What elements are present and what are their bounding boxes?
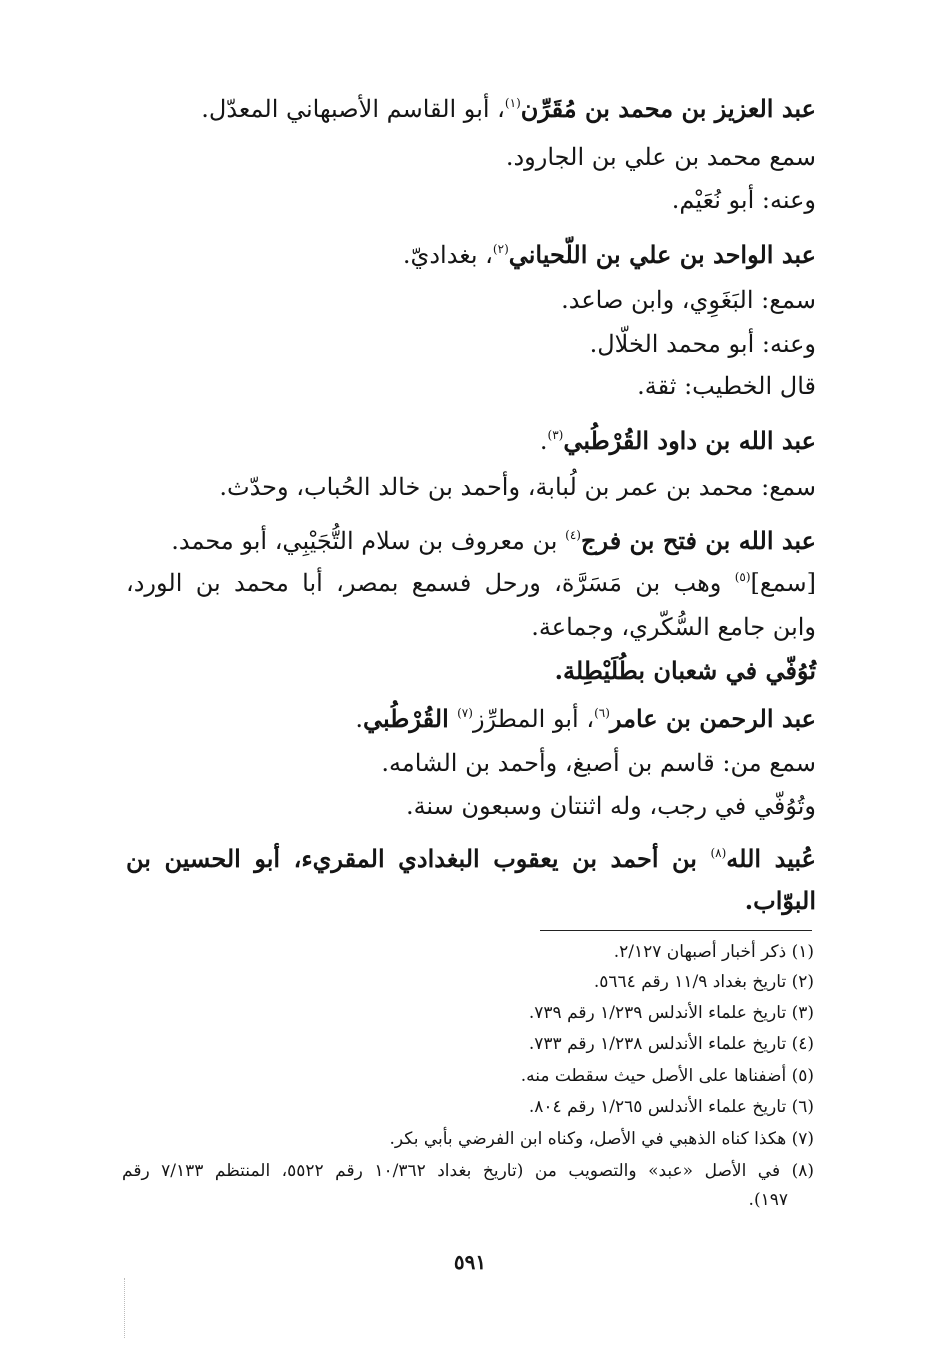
footnote-ref: (١) xyxy=(504,96,521,110)
entry-heading xyxy=(540,424,816,458)
heading-text: ، أبو القاسم الأصبهاني المعدّل. xyxy=(201,95,505,123)
entry-line: وعنه: أبو محمد الخلّال. xyxy=(589,330,816,358)
footnote-ref: (٨) xyxy=(710,846,727,860)
footnote-continuation: ١٩٧). xyxy=(748,1190,788,1210)
entry-line: سمع: البَغَوِي، وابن صاعد. xyxy=(561,286,816,314)
entry-line: قال الخطيب: ثقة. xyxy=(637,372,816,400)
footnote: (١) ذكر أخبار أصبهان ٢/١٢٧. xyxy=(613,942,814,962)
entry-text: وهب بن مَسَرَّة، ورحل فسمع بمصر، أبا محمد بن الورد، xyxy=(126,569,735,597)
entry-line: سمع محمد بن علي بن الجارود. xyxy=(505,143,816,171)
heading-text: بن أحمد بن يعقوب البغدادي المقريء، أبو الحسين بن xyxy=(126,844,711,873)
footnote: (٢) تاريخ بغداد ١١/٩ رقم ٥٦٦٤. xyxy=(593,972,814,992)
entry-heading xyxy=(355,702,816,736)
heading-text: . xyxy=(539,427,548,455)
heading-text: ، أبو المطرِّز xyxy=(472,705,595,733)
person-name: عُبيد الله xyxy=(726,844,816,873)
entry-heading xyxy=(201,92,816,126)
person-name: عبد الواحد بن علي بن اللّحياني xyxy=(508,240,816,269)
entry-line: وعنه: أبو نُعَيْم. xyxy=(671,186,816,214)
entry-line: سمع: محمد بن عمر بن لُبابة، وأحمد بن خالد الحُباب، وحدّث. xyxy=(219,473,816,501)
person-name: عبد العزيز بن محمد بن مُقَرِّن xyxy=(520,94,816,123)
footnote: (٨) في الأصل «عبد» والتصويب من (تاريخ بغداد ١٠/٣٦٢ رقم ٥٥٢٢، المنتظم ٧/١٣٣ رقم xyxy=(122,1161,814,1181)
footnote-ref: (٧) xyxy=(457,706,473,720)
entry-heading xyxy=(403,238,816,272)
footnote: (٥) أضفناها على الأصل حيث سقطت منه. xyxy=(520,1066,814,1086)
bracket-addition: [سمع] xyxy=(750,569,816,597)
heading-text: . xyxy=(355,705,364,733)
footnote-ref: (٢) xyxy=(492,242,509,256)
person-name: عبد الله بن داود القُرْطُبي xyxy=(563,426,816,455)
footnote-ref: (٣) xyxy=(547,428,564,442)
entry-heading xyxy=(126,842,816,876)
nisba: القُرْطُبي xyxy=(363,704,458,733)
entry-line xyxy=(126,566,816,600)
footnote: (٧) هكذا كناه الذهبي في الأصل، وكناه ابن الفرضي بأبي بكر. xyxy=(389,1129,814,1149)
entry-heading xyxy=(171,524,816,558)
person-name: عبد الله بن فتح بن فرج xyxy=(580,526,816,555)
entry-line: سمع من: قاسم بن أصبغ، وأحمد بن الشامه. xyxy=(381,749,816,777)
scan-artifact xyxy=(124,1278,127,1338)
entry-line: وابن جامع السُّكّري، وجماعة. xyxy=(531,613,816,641)
footnote-ref: (٥) xyxy=(734,570,751,584)
entry-line: البوّاب. xyxy=(744,886,816,915)
person-name: عبد الرحمن بن عامر xyxy=(609,704,816,733)
footnote-ref: (٦) xyxy=(594,706,610,720)
footnote-ref: (٤) xyxy=(565,528,581,542)
heading-text: بن معروف بن سلام التُّجَيْبِي، أبو محمد. xyxy=(171,527,566,555)
entry-line: تُوُفّي في شعبان بطُلَيْطِلة. xyxy=(554,656,816,685)
footnote: (٣) تاريخ علماء الأندلس ١/٢٣٩ رقم ٧٣٩. xyxy=(528,1003,814,1023)
footnote: (٤) تاريخ علماء الأندلس ١/٢٣٨ رقم ٧٣٣. xyxy=(528,1034,814,1054)
footnote-separator xyxy=(540,930,812,931)
entry-line: وتُوُفّي في رجب، وله اثنتان وسبعون سنة. xyxy=(405,792,816,820)
footnote: (٦) تاريخ علماء الأندلس ١/٢٦٥ رقم ٨٠٤. xyxy=(528,1097,814,1117)
page-number: ٥٩١ xyxy=(453,1250,487,1274)
heading-text: ، بغداديّ. xyxy=(402,241,493,269)
